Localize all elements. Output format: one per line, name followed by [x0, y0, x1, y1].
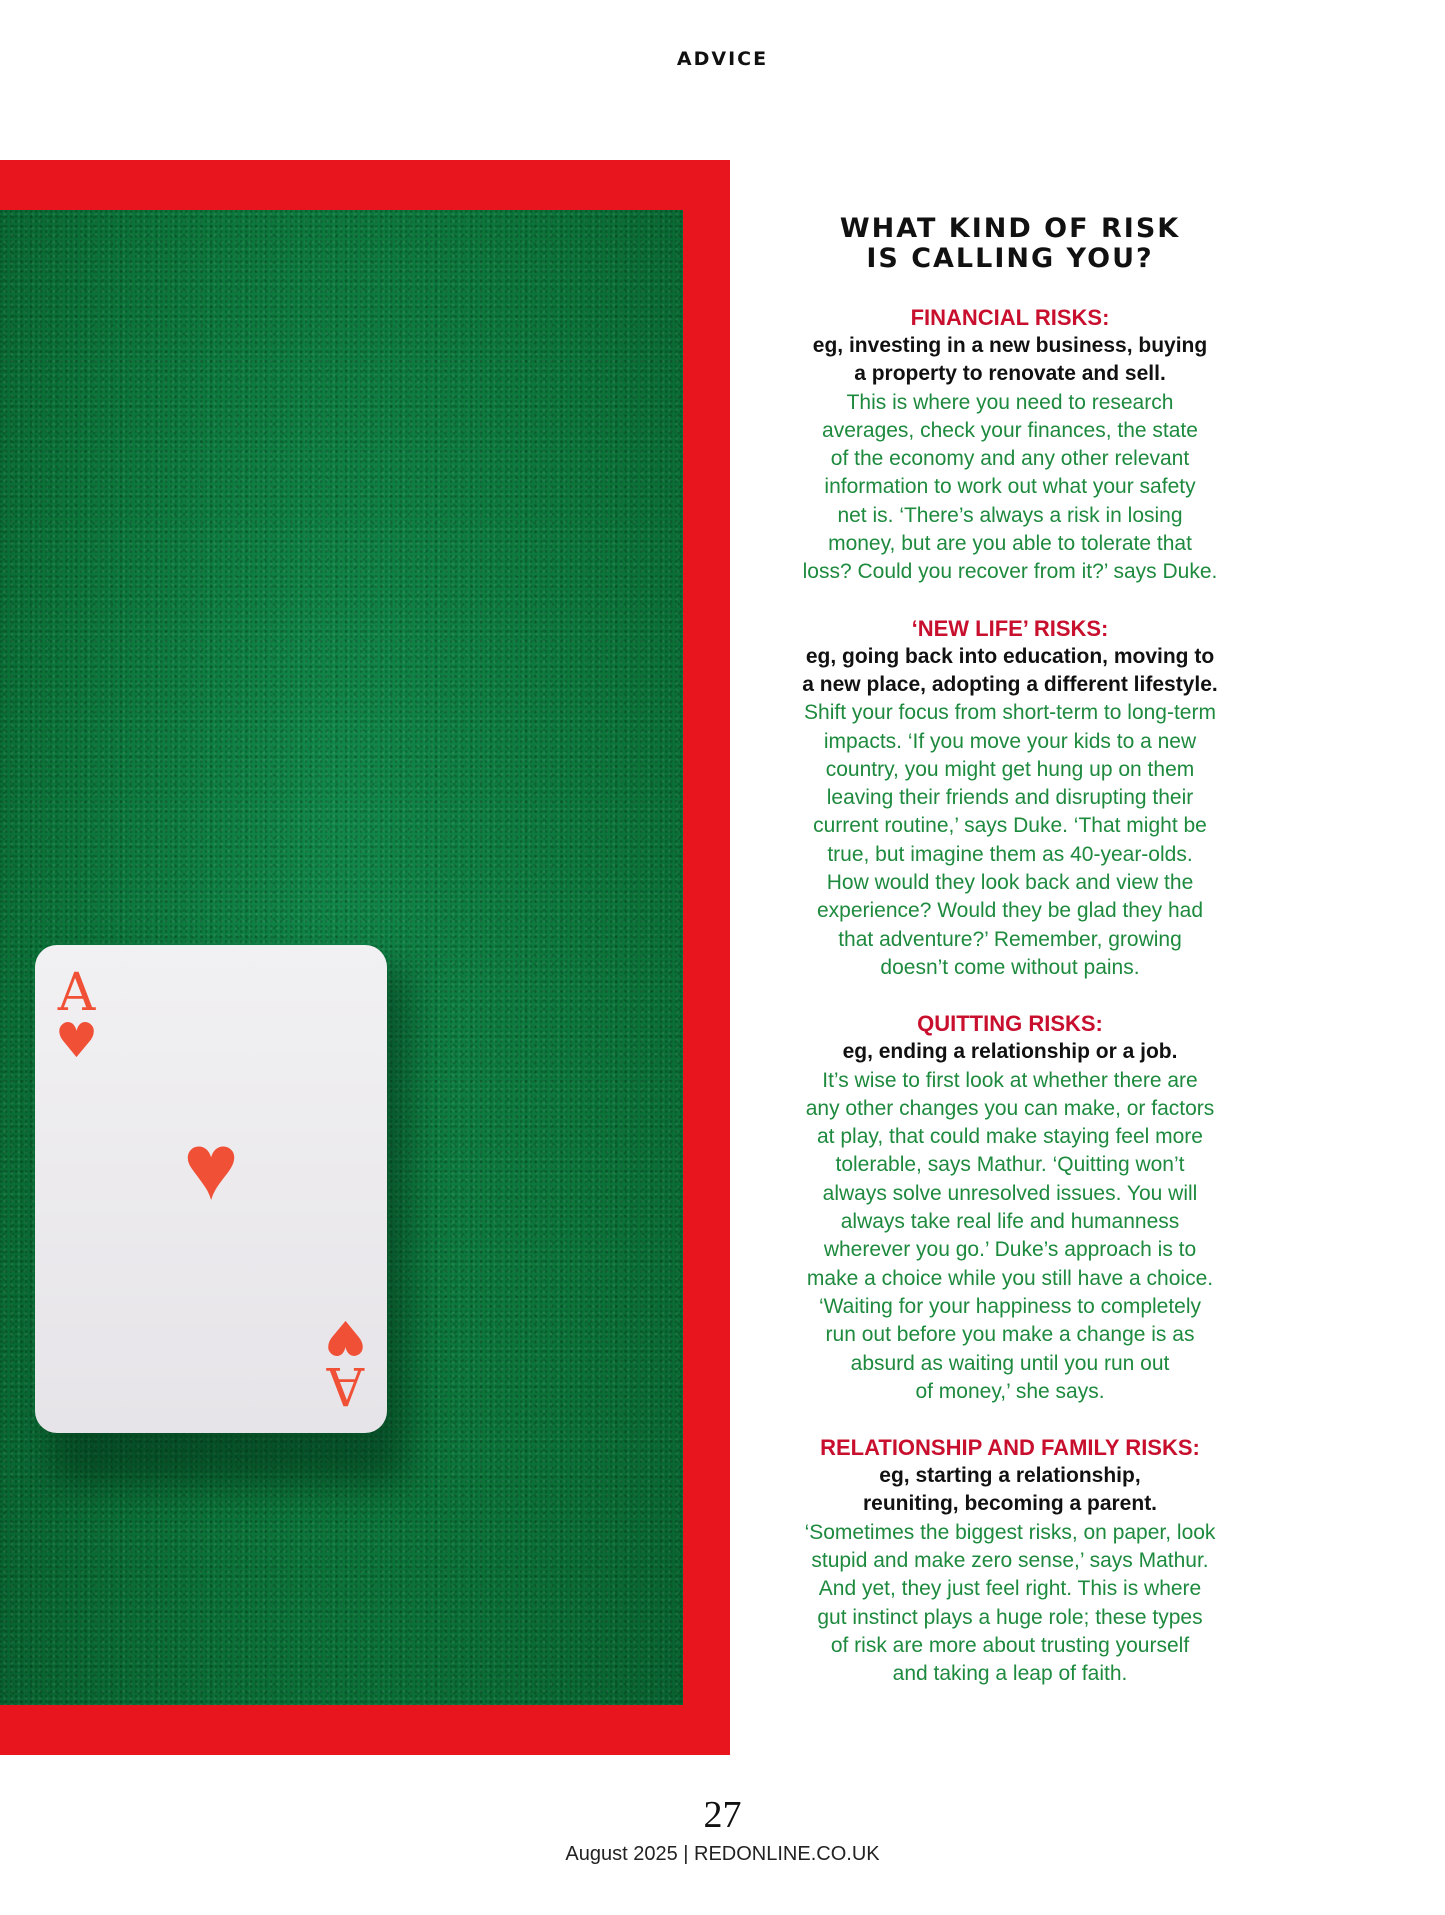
risk-example — [780, 1462, 1240, 1519]
body-line: money, but are you able to tolerate that — [828, 532, 1192, 556]
body-line: always take real life and humanness — [840, 1210, 1180, 1234]
ace-of-hearts-card — [35, 945, 387, 1433]
card-corner-top — [55, 963, 99, 1069]
body-line: tolerable, says Mathur. ‘Quitting won’t — [835, 1153, 1185, 1177]
body-line: always solve unresolved issues. You will — [822, 1181, 1198, 1205]
body-line: doesn’t come without pains. — [880, 955, 1140, 979]
card-rank: A — [326, 1355, 365, 1415]
body-line: wherever you go.’ Duke’s approach is to — [823, 1238, 1197, 1262]
section-label: ADVICE — [676, 48, 769, 70]
body-line: and taking a leap of faith. — [892, 1662, 1128, 1686]
body-line: It’s wise to first look at whether there are — [822, 1068, 1198, 1092]
green-felt-photo — [0, 210, 683, 1705]
example-line: a new place, adopting a different lifestyle. — [802, 672, 1218, 696]
body-line: impacts. ‘If you move your kids to a new — [823, 729, 1197, 753]
body-line: true, but imagine them as 40-year-olds. — [827, 842, 1193, 866]
body-line: This is where you need to research — [846, 390, 1174, 414]
body-line: that adventure?’ Remember, growing — [838, 927, 1182, 951]
body-line: make a choice while you still have a choice. — [806, 1266, 1214, 1290]
example-line: reuniting, becoming a parent. — [862, 1492, 1158, 1516]
heart-icon: ♥ — [55, 1013, 99, 1069]
card-rank: A — [57, 963, 96, 1023]
example-line: a property to renovate and sell. — [854, 362, 1166, 386]
body-line: run out before you make a change is as — [825, 1323, 1195, 1347]
body-line: And yet, they just feel right. This is where — [818, 1577, 1202, 1601]
risk-body — [780, 389, 1240, 587]
body-line: at play, that could make staying feel more — [817, 1125, 1203, 1149]
risk-section-new-life — [780, 615, 1240, 983]
body-line: Shift your focus from short-term to long-term — [804, 701, 1216, 725]
body-line: ‘Waiting for your happiness to completely — [818, 1294, 1202, 1318]
risk-example — [780, 332, 1240, 389]
risk-title: ‘NEW LIFE’ RISKS: — [911, 615, 1109, 641]
page-number: 27 — [703, 1794, 742, 1836]
risk-title: FINANCIAL RISKS: — [910, 305, 1110, 330]
risk-body — [780, 1067, 1240, 1407]
body-line: experience? Would they be glad they had — [816, 899, 1204, 923]
heart-icon: ♥ — [323, 1309, 367, 1365]
body-line: averages, check your finances, the state — [822, 418, 1198, 442]
body-line: information to work out what your safety — [824, 475, 1196, 499]
example-line: eg, going back into education, moving to — [805, 644, 1215, 668]
risk-example — [780, 643, 1240, 700]
risk-section-quitting — [780, 1010, 1240, 1406]
heading-line: IS CALLING YOU? — [866, 243, 1154, 274]
body-line: gut instinct plays a huge role; these types — [817, 1605, 1203, 1629]
body-line: stupid and make zero sense,’ says Mathur. — [811, 1548, 1209, 1572]
risk-section-financial — [780, 304, 1240, 587]
heart-icon: ♥ — [183, 1114, 239, 1219]
body-line: How would they look back and view the — [826, 871, 1194, 895]
risk-section-relationship — [780, 1434, 1240, 1688]
body-line: current routine,’ says Duke. ‘That might be — [813, 814, 1207, 838]
risk-title: QUITTING RISKS: — [917, 1011, 1103, 1037]
example-line: eg, investing in a new business, buying — [812, 334, 1208, 357]
risk-example — [780, 1038, 1240, 1066]
risk-body — [780, 1519, 1240, 1689]
article-column — [780, 214, 1240, 1716]
article-heading — [780, 214, 1240, 274]
footer-issue-line: August 2025 | REDONLINE.CO.UK — [565, 1843, 880, 1865]
body-line: ‘Sometimes the biggest risks, on paper, look — [804, 1520, 1216, 1544]
body-line: loss? Could you recover from it?’ says Duke. — [802, 560, 1218, 584]
body-line: of money,’ she says. — [915, 1379, 1105, 1403]
risk-title: RELATIONSHIP AND FAMILY RISKS: — [820, 1435, 1200, 1461]
heading-line: WHAT KIND OF RISK — [839, 213, 1181, 244]
body-line: net is. ‘There’s always a risk in losing — [837, 503, 1183, 527]
example-line: eg, ending a relationship or a job. — [842, 1040, 1178, 1064]
card-corner-bottom — [323, 1309, 367, 1415]
body-line: of risk are more about trusting yourself — [830, 1633, 1190, 1657]
body-line: leaving their friends and disrupting their — [826, 786, 1194, 810]
body-line: country, you might get hung up on them — [825, 757, 1195, 781]
example-line: eg, starting a relationship, — [879, 1464, 1141, 1488]
risk-body — [780, 699, 1240, 982]
body-line: of the economy and any other relevant — [830, 447, 1190, 471]
body-line: any other changes you can make, or factors — [805, 1096, 1215, 1120]
body-line: absurd as waiting until you run out — [850, 1351, 1170, 1375]
